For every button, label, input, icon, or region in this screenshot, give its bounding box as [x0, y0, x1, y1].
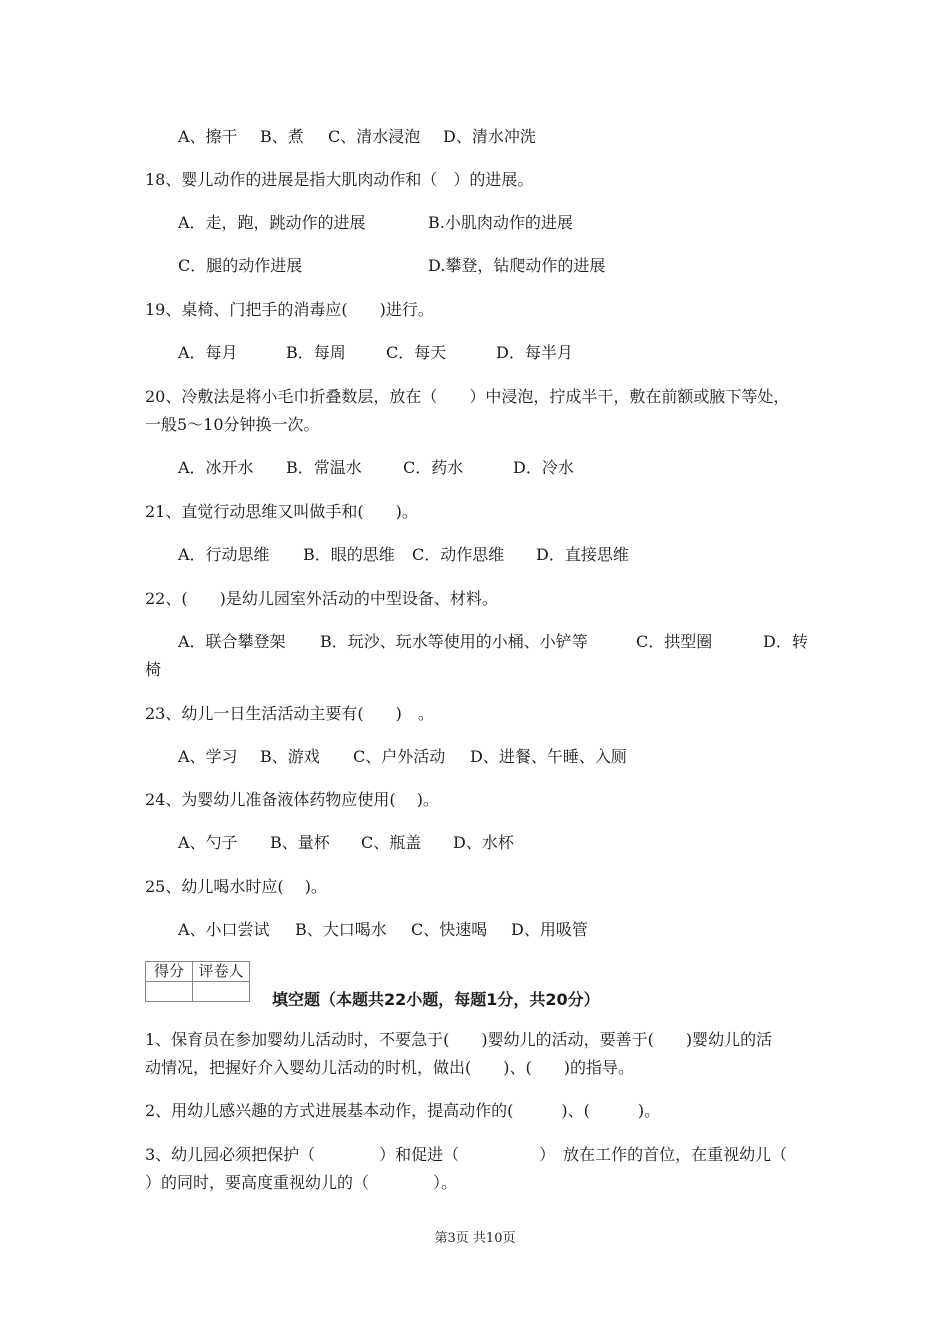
q20-option-c: C．药水	[403, 458, 464, 477]
q25-option-a: A、小口尝试	[178, 920, 270, 939]
q18-stem: 18、婴儿动作的进展是指大肌肉动作和（ ）的进展。	[145, 170, 534, 189]
q17-option-b: B、煮	[260, 127, 304, 146]
q24-option-a: A、勺子	[178, 833, 238, 852]
q25-option-c: C、快速喝	[411, 920, 488, 939]
score-table	[145, 961, 250, 1002]
fill-2: 2、用幼儿感兴趣的方式进展基本动作，提高动作的( )、( )。	[145, 1101, 661, 1120]
q24-option-c: C、瓶盖	[361, 833, 422, 852]
q22-stem: 22、( )是幼儿园室外活动的中型设备、材料。	[145, 589, 498, 608]
q24-option-b: B、量杯	[270, 833, 330, 852]
q23-option-c: C、户外活动	[353, 747, 446, 766]
fill-3-line1: 3、幼儿园必须把保护（ ）和促进（ ） 放在工作的首位，在重视幼儿（	[145, 1145, 788, 1164]
q19-option-b: B．每周	[286, 343, 346, 362]
q21-option-c: C．动作思维	[412, 545, 505, 564]
q17-option-c: C、清水浸泡	[328, 127, 421, 146]
fill-1-line1: 1、保育员在参加婴幼儿活动时，不要急于( )婴幼儿的活动，要善于( )婴幼儿的活	[145, 1030, 773, 1049]
q25-option-d: D、用吸管	[511, 920, 588, 939]
section-title: 填空题（本题共22小题，每题1分，共20分）	[272, 990, 600, 1009]
q22-option-a: A．联合攀登架	[178, 632, 286, 651]
q20-option-a: A．冰开水	[178, 458, 254, 477]
q20-option-d: D．冷水	[513, 458, 574, 477]
q18-option-d: D.攀登，钻爬动作的进展	[428, 256, 606, 275]
q23-option-a: A、学习	[178, 747, 238, 766]
q21-option-a: A．行动思维	[178, 545, 270, 564]
q17-option-a: A、擦干	[178, 127, 238, 146]
fill-1-line2: 动情况，把握好介入婴幼儿活动的时机，做出( )、( )的指导。	[145, 1058, 634, 1077]
q23-stem: 23、幼儿一日生活活动主要有( ) 。	[145, 704, 434, 723]
q19-option-d: D．每半月	[496, 343, 573, 362]
q24-option-d: D、水杯	[453, 833, 514, 852]
q21-option-b: B．眼的思维	[303, 545, 395, 564]
q21-option-d: D．直接思维	[536, 545, 629, 564]
q25-option-b: B、大口喝水	[295, 920, 387, 939]
q24-stem: 24、为婴幼儿准备液体药物应使用( )。	[145, 790, 439, 809]
q22-option-d: D．转	[763, 632, 808, 651]
q19-stem: 19、桌椅、门把手的消毒应( )进行。	[145, 300, 434, 319]
q23-option-b: B、游戏	[260, 747, 320, 766]
q25-stem: 25、幼儿喝水时应( )。	[145, 877, 327, 896]
score-cell	[146, 982, 193, 1002]
q18-option-c: C．腿的动作进展	[178, 256, 303, 275]
q19-option-a: A．每月	[178, 343, 238, 362]
q20-option-b: B．常温水	[286, 458, 362, 477]
q20-stem-line2: 一般5～10分钟换一次。	[145, 415, 320, 434]
page-number: 第3页 共10页	[434, 1231, 516, 1246]
q19-option-c: C．每天	[386, 343, 447, 362]
fill-3-line2: ）的同时，要高度重视幼儿的（ ）。	[145, 1173, 458, 1192]
q18-option-b: B.小肌肉动作的进展	[428, 213, 573, 232]
q20-stem-line1: 20、冷敷法是将小毛巾折叠数层，放在（ ）中浸泡，拧成半干，敷在前额或腋下等处，	[145, 387, 790, 406]
grader-label: 评卷人	[193, 962, 250, 982]
score-label: 得分	[146, 962, 193, 982]
q22-option-c: C．拱型圈	[636, 632, 713, 651]
q23-option-d: D、进餐、午睡、入厕	[470, 747, 627, 766]
q21-stem: 21、直觉行动思维又叫做手和( )。	[145, 502, 418, 521]
q18-option-a: A．走，跑，跳动作的进展	[178, 213, 366, 232]
q22-option-b: B．玩沙、玩水等使用的小桶、小铲等	[320, 632, 588, 651]
q17-option-d: D、清水冲洗	[443, 127, 536, 146]
grader-cell	[193, 982, 250, 1002]
q22-continuation: 椅	[145, 660, 162, 679]
